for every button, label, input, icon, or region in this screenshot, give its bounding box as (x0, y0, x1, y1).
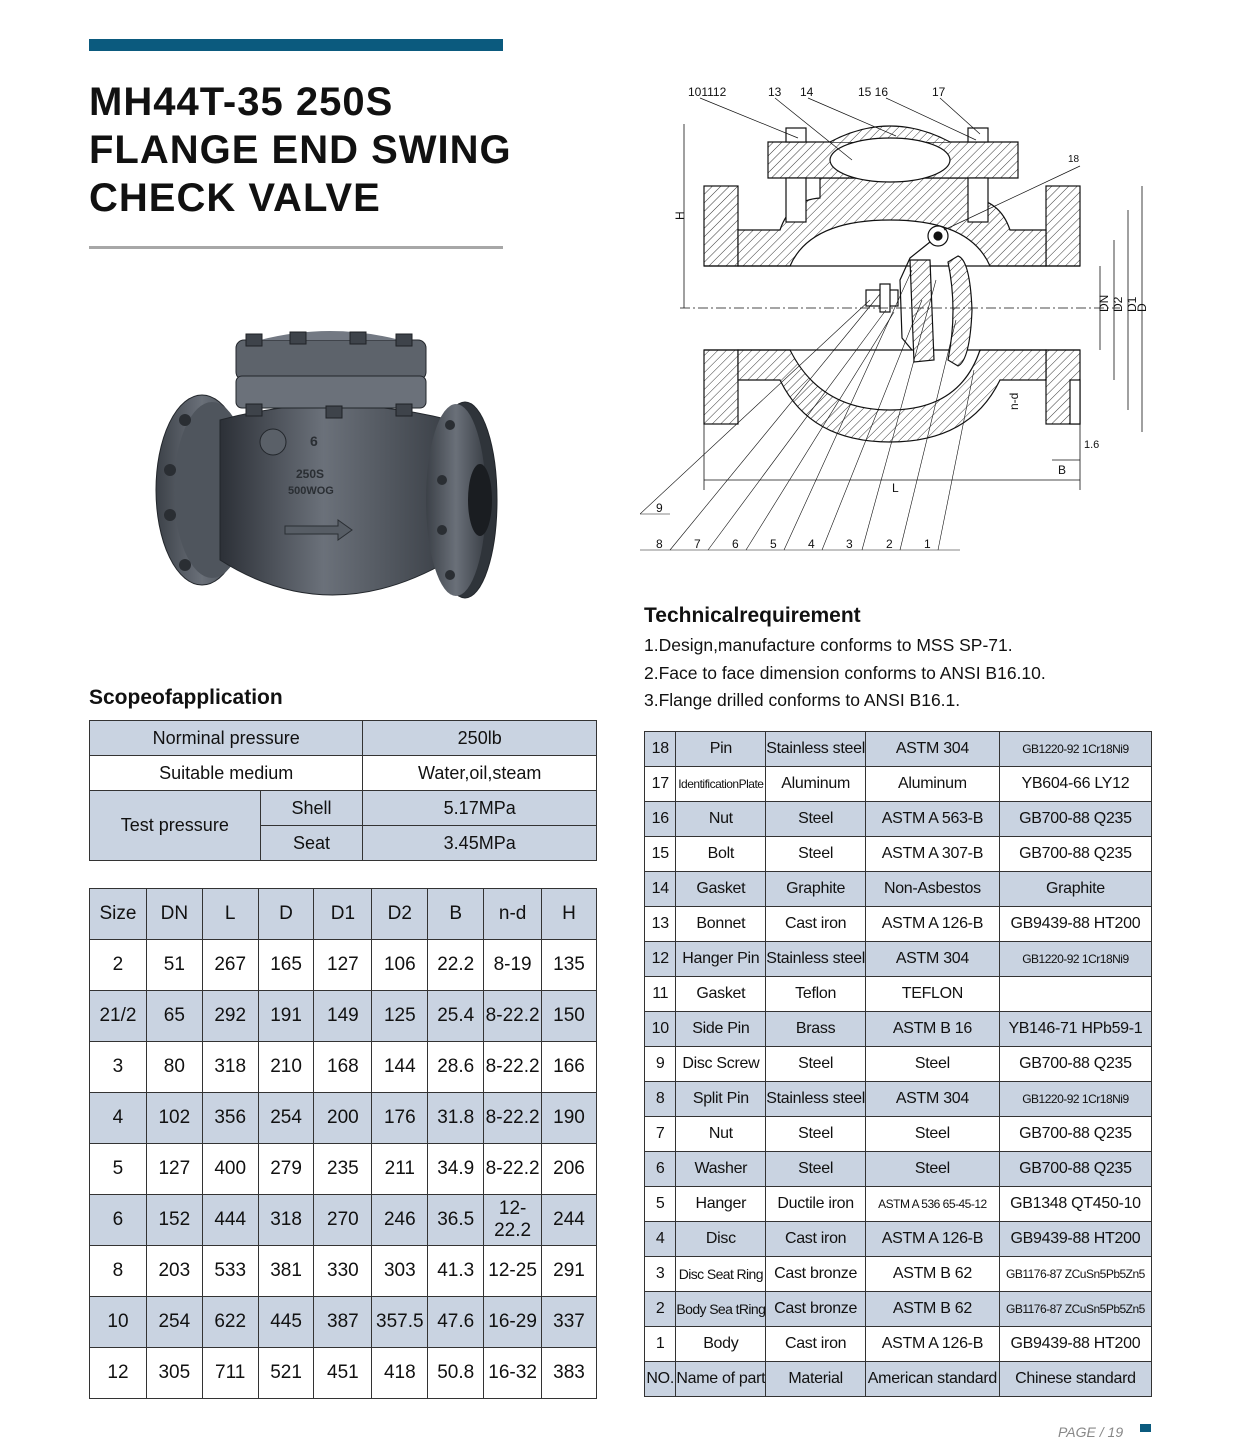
table-cell: 318 (202, 1042, 258, 1093)
table-cell: 2 (90, 940, 147, 991)
table-cell: 246 (372, 1195, 428, 1246)
column-header: n-d (484, 889, 542, 940)
table-cell: 5 (90, 1144, 147, 1195)
callout-5: 5 (770, 537, 777, 551)
dimension-table (89, 888, 597, 1399)
table-cell: 18 (645, 732, 676, 767)
table-row (645, 1012, 1152, 1047)
table-cell: Body (676, 1327, 766, 1362)
table-row (645, 767, 1152, 802)
table-cell: 125 (372, 991, 428, 1042)
table-cell: 5 (645, 1187, 676, 1222)
table-cell: 21/2 (90, 991, 147, 1042)
table-row (645, 1117, 1152, 1152)
callout-15-16: 15 16 (858, 85, 889, 99)
table-cell: 270 (314, 1195, 372, 1246)
table-cell: 13 (645, 907, 676, 942)
table-cell: 305 (146, 1348, 202, 1399)
table-cell: 8-22.2 (484, 1093, 542, 1144)
table-cell: Steel (766, 1047, 866, 1082)
table-row (90, 1042, 597, 1093)
callout-18: 18 (1068, 154, 1080, 165)
table-cell: 318 (258, 1195, 314, 1246)
table-cell: Steel (766, 837, 866, 872)
table-cell: Gasket (676, 977, 766, 1012)
table-cell: 127 (314, 940, 372, 991)
table-cell: 166 (542, 1042, 597, 1093)
table-cell: 235 (314, 1144, 372, 1195)
table-cell: 190 (542, 1093, 597, 1144)
dim-label-d2: D2 (1111, 296, 1125, 312)
column-header: D (258, 889, 314, 940)
table-cell: 200 (314, 1093, 372, 1144)
table-cell: Pin (676, 732, 766, 767)
table-cell: 210 (258, 1042, 314, 1093)
seat-value: 3.45MPa (363, 826, 597, 861)
table-cell: 152 (146, 1195, 202, 1246)
table-cell: 711 (202, 1348, 258, 1399)
table-cell: Disc Seat Ring (676, 1257, 766, 1292)
table-cell: 8-22.2 (484, 1042, 542, 1093)
table-row (645, 1222, 1152, 1257)
table-cell: Split Pin (676, 1082, 766, 1117)
column-header: L (202, 889, 258, 940)
table-cell: Teflon (766, 977, 866, 1012)
table-cell: 356 (202, 1093, 258, 1144)
table-cell: 3 (90, 1042, 147, 1093)
table-row (90, 791, 597, 826)
dim-label-dn: DN (1097, 294, 1111, 312)
table-cell: 211 (372, 1144, 428, 1195)
table-cell: Graphite (766, 872, 866, 907)
table-row (90, 1144, 597, 1195)
table-cell: 244 (542, 1195, 597, 1246)
table-cell: 168 (314, 1042, 372, 1093)
table-cell: 135 (542, 940, 597, 991)
table-cell: 16-29 (484, 1297, 542, 1348)
table-cell: 106 (372, 940, 428, 991)
column-header: D2 (372, 889, 428, 940)
cross-section-drawing (640, 80, 1160, 560)
table-cell: 12-22.2 (484, 1195, 542, 1246)
table-cell: GB1348 QT450-10 (999, 1187, 1151, 1222)
table-cell: 337 (542, 1297, 597, 1348)
table-cell: NO. (645, 1362, 676, 1397)
parts-table (644, 731, 1152, 1397)
table-cell: 8-22.2 (484, 1144, 542, 1195)
table-cell: ASTM 304 (865, 942, 999, 977)
table-cell: GB9439-88 HT200 (999, 1327, 1151, 1362)
column-header: D1 (314, 889, 372, 940)
table-cell: 150 (542, 991, 597, 1042)
table-cell: Hanger (676, 1187, 766, 1222)
table-cell: 28.6 (428, 1042, 484, 1093)
table-cell: 165 (258, 940, 314, 991)
table-row (645, 1187, 1152, 1222)
table-cell: 206 (542, 1144, 597, 1195)
table-cell: Cast bronze (766, 1292, 866, 1327)
table-row (645, 977, 1152, 1012)
table-cell: Steel (865, 1152, 999, 1187)
title-line-2: FLANGE END SWING (89, 128, 512, 172)
table-cell: 8-19 (484, 940, 542, 991)
table-cell: ASTM A 307-B (865, 837, 999, 872)
column-header: B (428, 889, 484, 940)
table-cell: 267 (202, 940, 258, 991)
table-cell: ASTM B 62 (865, 1292, 999, 1327)
table-cell: Cast iron (766, 1327, 866, 1362)
table-cell: 4 (90, 1093, 147, 1144)
table-cell: TEFLON (865, 977, 999, 1012)
seat-label: Seat (260, 826, 363, 861)
table-cell: Stainless steel (766, 1082, 866, 1117)
table-cell: 36.5 (428, 1195, 484, 1246)
medium-label: Suitable medium (90, 756, 363, 791)
table-cell: 203 (146, 1246, 202, 1297)
table-row (90, 1297, 597, 1348)
table-cell: GB1220-92 1Cr18Ni9 (999, 942, 1151, 977)
table-cell: Name of part (676, 1362, 766, 1397)
table-cell: Cast bronze (766, 1257, 866, 1292)
table-cell: 400 (202, 1144, 258, 1195)
top-accent-bar (89, 39, 503, 51)
table-cell: Aluminum (766, 767, 866, 802)
shell-label: Shell (260, 791, 363, 826)
table-cell: 31.8 (428, 1093, 484, 1144)
table-cell: 383 (542, 1348, 597, 1399)
callout-6: 6 (732, 537, 739, 551)
table-cell: 16-32 (484, 1348, 542, 1399)
table-cell: 12-25 (484, 1246, 542, 1297)
callout-1: 1 (924, 537, 931, 551)
table-cell: Aluminum (865, 767, 999, 802)
table-cell: 254 (258, 1093, 314, 1144)
tech-requirement-item: 1.Design,manufacture conforms to MSS SP-71. (644, 635, 1013, 655)
table-cell: 1 (645, 1327, 676, 1362)
table-cell: Nut (676, 802, 766, 837)
table-cell: 16 (645, 802, 676, 837)
table-cell: 4 (645, 1222, 676, 1257)
table-cell: Stainless steel (766, 942, 866, 977)
table-row (645, 1257, 1152, 1292)
callout-17: 17 (932, 85, 946, 99)
table-cell: Disc Screw (676, 1047, 766, 1082)
table-cell: Cast iron (766, 1222, 866, 1257)
table-cell: 80 (146, 1042, 202, 1093)
dim-label-l: L (892, 481, 899, 495)
table-row (645, 872, 1152, 907)
title-line-3: CHECK VALVE (89, 176, 381, 220)
table-row (645, 1047, 1152, 1082)
table-cell: 291 (542, 1246, 597, 1297)
table-row (90, 991, 597, 1042)
table-cell: Material (766, 1362, 866, 1397)
table-header-row (90, 889, 597, 940)
table-cell: 22.2 (428, 940, 484, 991)
nominal-pressure-value: 250lb (363, 721, 597, 756)
cast-mark-size: 6 (310, 433, 318, 449)
table-row (90, 1246, 597, 1297)
table-cell: ASTM A 126-B (865, 1327, 999, 1362)
table-cell: ASTM 304 (865, 732, 999, 767)
dim-label-h: H (673, 211, 687, 220)
callout-101112: 101112 (688, 85, 727, 99)
dim-label-rf: 1.6 (1084, 439, 1100, 451)
table-cell: 12 (90, 1348, 147, 1399)
table-cell: 254 (146, 1297, 202, 1348)
tech-requirement-list (644, 632, 1204, 715)
table-cell: 330 (314, 1246, 372, 1297)
column-header: DN (146, 889, 202, 940)
table-cell: 102 (146, 1093, 202, 1144)
title-line-1: MH44T-35 250S (89, 80, 394, 124)
table-cell: GB1176-87 ZCuSn5Pb5Zn5 (999, 1257, 1151, 1292)
table-cell: 533 (202, 1246, 258, 1297)
table-row (645, 732, 1152, 767)
table-cell: GB700-88 Q235 (999, 802, 1151, 837)
scope-table (89, 720, 597, 861)
table-row (90, 1195, 597, 1246)
table-footer-row (645, 1362, 1152, 1397)
table-cell: 292 (202, 991, 258, 1042)
table-cell: 14 (645, 872, 676, 907)
table-cell: 3 (645, 1257, 676, 1292)
table-cell: 25.4 (428, 991, 484, 1042)
dim-label-b: B (1058, 463, 1067, 477)
tech-requirement-title: Technicalrequirement (644, 604, 861, 627)
table-cell: GB700-88 Q235 (999, 1152, 1151, 1187)
table-cell: GB1176-87 ZCuSn5Pb5Zn5 (999, 1292, 1151, 1327)
title-divider (89, 246, 503, 249)
table-row (645, 907, 1152, 942)
table-cell: 10 (645, 1012, 676, 1047)
table-cell: Ductile iron (766, 1187, 866, 1222)
table-cell: GB700-88 Q235 (999, 1117, 1151, 1152)
table-cell: Disc (676, 1222, 766, 1257)
table-cell: 41.3 (428, 1246, 484, 1297)
nominal-pressure-label: Norminal pressure (90, 721, 363, 756)
table-cell: 65 (146, 991, 202, 1042)
table-cell: Non-Asbestos (865, 872, 999, 907)
table-cell: 51 (146, 940, 202, 991)
cast-mark-wog: 500WOG (288, 485, 334, 497)
table-cell: ASTM B 62 (865, 1257, 999, 1292)
table-cell: Gasket (676, 872, 766, 907)
table-cell: GB700-88 Q235 (999, 1047, 1151, 1082)
scope-title: Scopeofapplication (89, 686, 283, 709)
table-cell: ASTM A 563-B (865, 802, 999, 837)
table-row (645, 1292, 1152, 1327)
table-row (645, 837, 1152, 872)
table-cell: GB9439-88 HT200 (999, 1222, 1151, 1257)
table-cell: 176 (372, 1093, 428, 1144)
table-cell: 2 (645, 1292, 676, 1327)
table-cell: 191 (258, 991, 314, 1042)
table-row (645, 802, 1152, 837)
table-cell: GB1220-92 1Cr18Ni9 (999, 1082, 1151, 1117)
table-cell: 15 (645, 837, 676, 872)
table-row (645, 1152, 1152, 1187)
column-header: H (542, 889, 597, 940)
table-row (90, 721, 597, 756)
table-cell: 445 (258, 1297, 314, 1348)
table-cell: Body Sea tRing (676, 1292, 766, 1327)
dim-label-nd: n-d (1007, 392, 1021, 410)
table-cell: 8-22.2 (484, 991, 542, 1042)
table-cell: GB1220-92 1Cr18Ni9 (999, 732, 1151, 767)
table-cell: 47.6 (428, 1297, 484, 1348)
table-cell: Steel (865, 1047, 999, 1082)
table-row (645, 942, 1152, 977)
table-cell: 444 (202, 1195, 258, 1246)
table-cell: 7 (645, 1117, 676, 1152)
table-row (90, 756, 597, 791)
table-row (645, 1327, 1152, 1362)
callout-3: 3 (846, 537, 853, 551)
table-cell: 387 (314, 1297, 372, 1348)
table-cell: Bolt (676, 837, 766, 872)
table-cell: 381 (258, 1246, 314, 1297)
table-row (645, 1082, 1152, 1117)
table-cell: Steel (766, 1152, 866, 1187)
callout-2: 2 (886, 537, 893, 551)
callout-8: 8 (656, 537, 663, 551)
table-cell: Washer (676, 1152, 766, 1187)
table-cell: 10 (90, 1297, 147, 1348)
table-cell: ASTM 304 (865, 1082, 999, 1117)
callout-7: 7 (694, 537, 701, 551)
table-cell: GB9439-88 HT200 (999, 907, 1151, 942)
column-header: Size (90, 889, 147, 940)
table-cell: YB146-71 HPb59-1 (999, 1012, 1151, 1047)
table-cell: Chinese standard (999, 1362, 1151, 1397)
table-cell: 303 (372, 1246, 428, 1297)
cast-mark-class: 250S (296, 467, 325, 481)
table-cell: 50.8 (428, 1348, 484, 1399)
table-cell: YB604-66 LY12 (999, 767, 1151, 802)
table-cell: 6 (90, 1195, 147, 1246)
page-number: PAGE / 19 (1058, 1424, 1124, 1440)
table-cell: Brass (766, 1012, 866, 1047)
callout-9: 9 (656, 501, 663, 515)
table-cell: Steel (766, 1117, 866, 1152)
callout-4: 4 (808, 537, 815, 551)
table-cell: 34.9 (428, 1144, 484, 1195)
table-cell: 279 (258, 1144, 314, 1195)
valve-photo (150, 330, 510, 620)
tech-requirement-item: 2.Face to face dimension conforms to ANSI B16.10. (644, 662, 1046, 683)
table-cell: 8 (90, 1246, 147, 1297)
table-cell: 127 (146, 1144, 202, 1195)
table-cell: GB700-88 Q235 (999, 837, 1151, 872)
table-cell: Bonnet (676, 907, 766, 942)
table-cell: ASTM A 536 65-45-12 (865, 1187, 999, 1222)
table-cell: ASTM A 126-B (865, 907, 999, 942)
table-cell: 17 (645, 767, 676, 802)
medium-value: Water,oil,steam (363, 756, 597, 791)
table-cell: Steel (865, 1117, 999, 1152)
shell-value: 5.17MPa (363, 791, 597, 826)
table-row (90, 1348, 597, 1399)
test-pressure-label: Test pressure (90, 791, 261, 861)
table-cell: 418 (372, 1348, 428, 1399)
table-row (90, 1093, 597, 1144)
page-title (89, 78, 529, 222)
dim-label-d: D (1135, 303, 1149, 312)
table-cell: ASTM B 16 (865, 1012, 999, 1047)
footer-accent (1140, 1424, 1151, 1432)
table-cell: 6 (645, 1152, 676, 1187)
table-cell: 12 (645, 942, 676, 977)
table-cell: Hanger Pin (676, 942, 766, 977)
dim-label-d1: D1 (1125, 296, 1139, 312)
table-cell: 11 (645, 977, 676, 1012)
table-cell: IdentificationPlate (676, 767, 766, 802)
table-cell: American standard (865, 1362, 999, 1397)
table-row (90, 940, 597, 991)
table-cell: 144 (372, 1042, 428, 1093)
table-cell: 357.5 (372, 1297, 428, 1348)
table-cell: 622 (202, 1297, 258, 1348)
table-cell: Cast iron (766, 907, 866, 942)
table-cell: 9 (645, 1047, 676, 1082)
table-cell (999, 977, 1151, 1012)
table-cell: Steel (766, 802, 866, 837)
table-cell: 451 (314, 1348, 372, 1399)
table-cell: Nut (676, 1117, 766, 1152)
table-cell: 149 (314, 991, 372, 1042)
table-cell: Graphite (999, 872, 1151, 907)
table-cell: Stainless steel (766, 732, 866, 767)
tech-requirement-item: 3.Flange drilled conforms to ANSI B16.1. (644, 690, 961, 710)
table-cell: 8 (645, 1082, 676, 1117)
callout-13: 13 (768, 85, 782, 99)
table-cell: Side Pin (676, 1012, 766, 1047)
table-cell: 521 (258, 1348, 314, 1399)
callout-14: 14 (800, 85, 814, 99)
table-cell: ASTM A 126-B (865, 1222, 999, 1257)
